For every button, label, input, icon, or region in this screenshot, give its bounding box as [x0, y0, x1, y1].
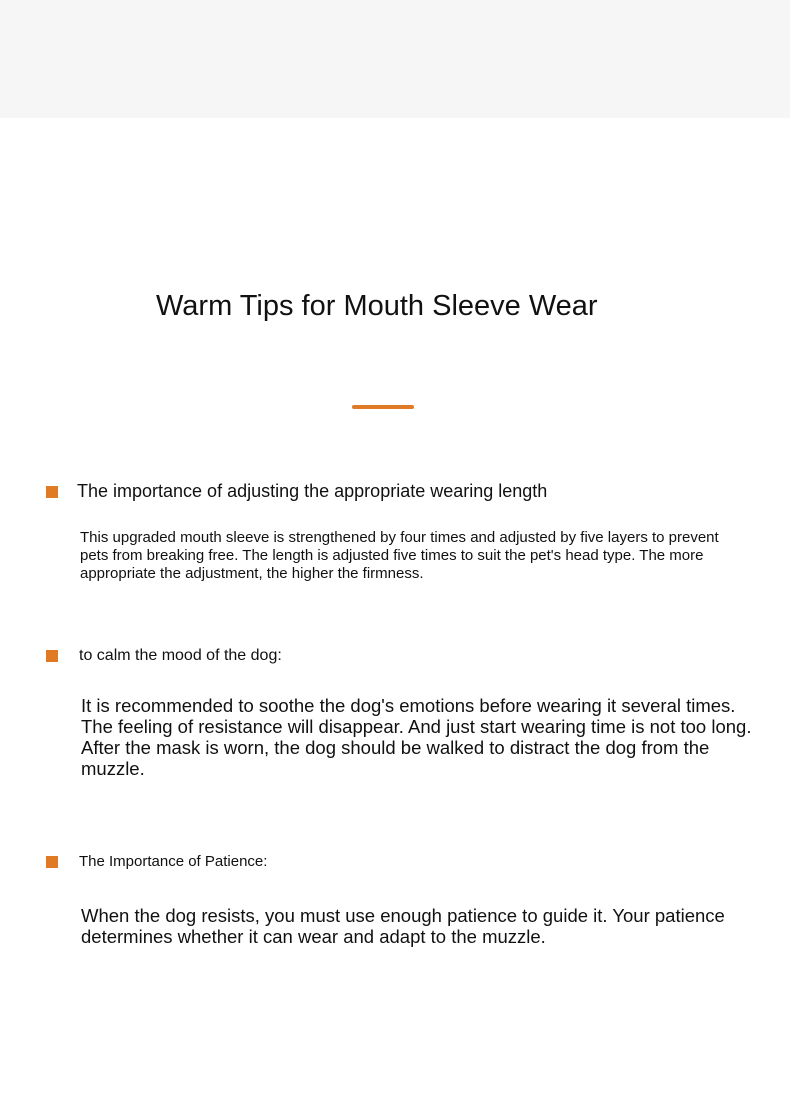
top-banner-background [0, 0, 790, 118]
section-3-heading: The Importance of Patience: [79, 853, 268, 870]
section-1-heading: The importance of adjusting the appropriate wearing length [77, 481, 548, 501]
page-title: Warm Tips for Mouth Sleeve Wear [156, 290, 598, 322]
title-underline-divider [352, 405, 414, 409]
section-1-bullet-icon [46, 486, 58, 498]
section-3-bullet-icon [46, 856, 58, 868]
section-2-bullet-icon [46, 650, 58, 662]
section-3-body: When the dog resists, you must use enough patience to guide it. Your patience determines whether it can wear and adapt to the muzzle. [81, 905, 725, 947]
section-1-body: This upgraded mouth sleeve is strengthened by four times and adjusted by five layers to prevent pets from breaking free. The length is adjusted five times to suit the pet's head type. The more appropriate the adjustment, the higher the firmness. [80, 529, 719, 582]
section-2-body: It is recommended to soothe the dog's emotions before wearing it several times. The feeling of resistance will disappear. And just start wearing time is not too long. After the mask is worn, the dog should be walked to distract the dog from the muzzle. [81, 695, 752, 779]
section-2-heading: to calm the mood of the dog: [79, 647, 282, 664]
